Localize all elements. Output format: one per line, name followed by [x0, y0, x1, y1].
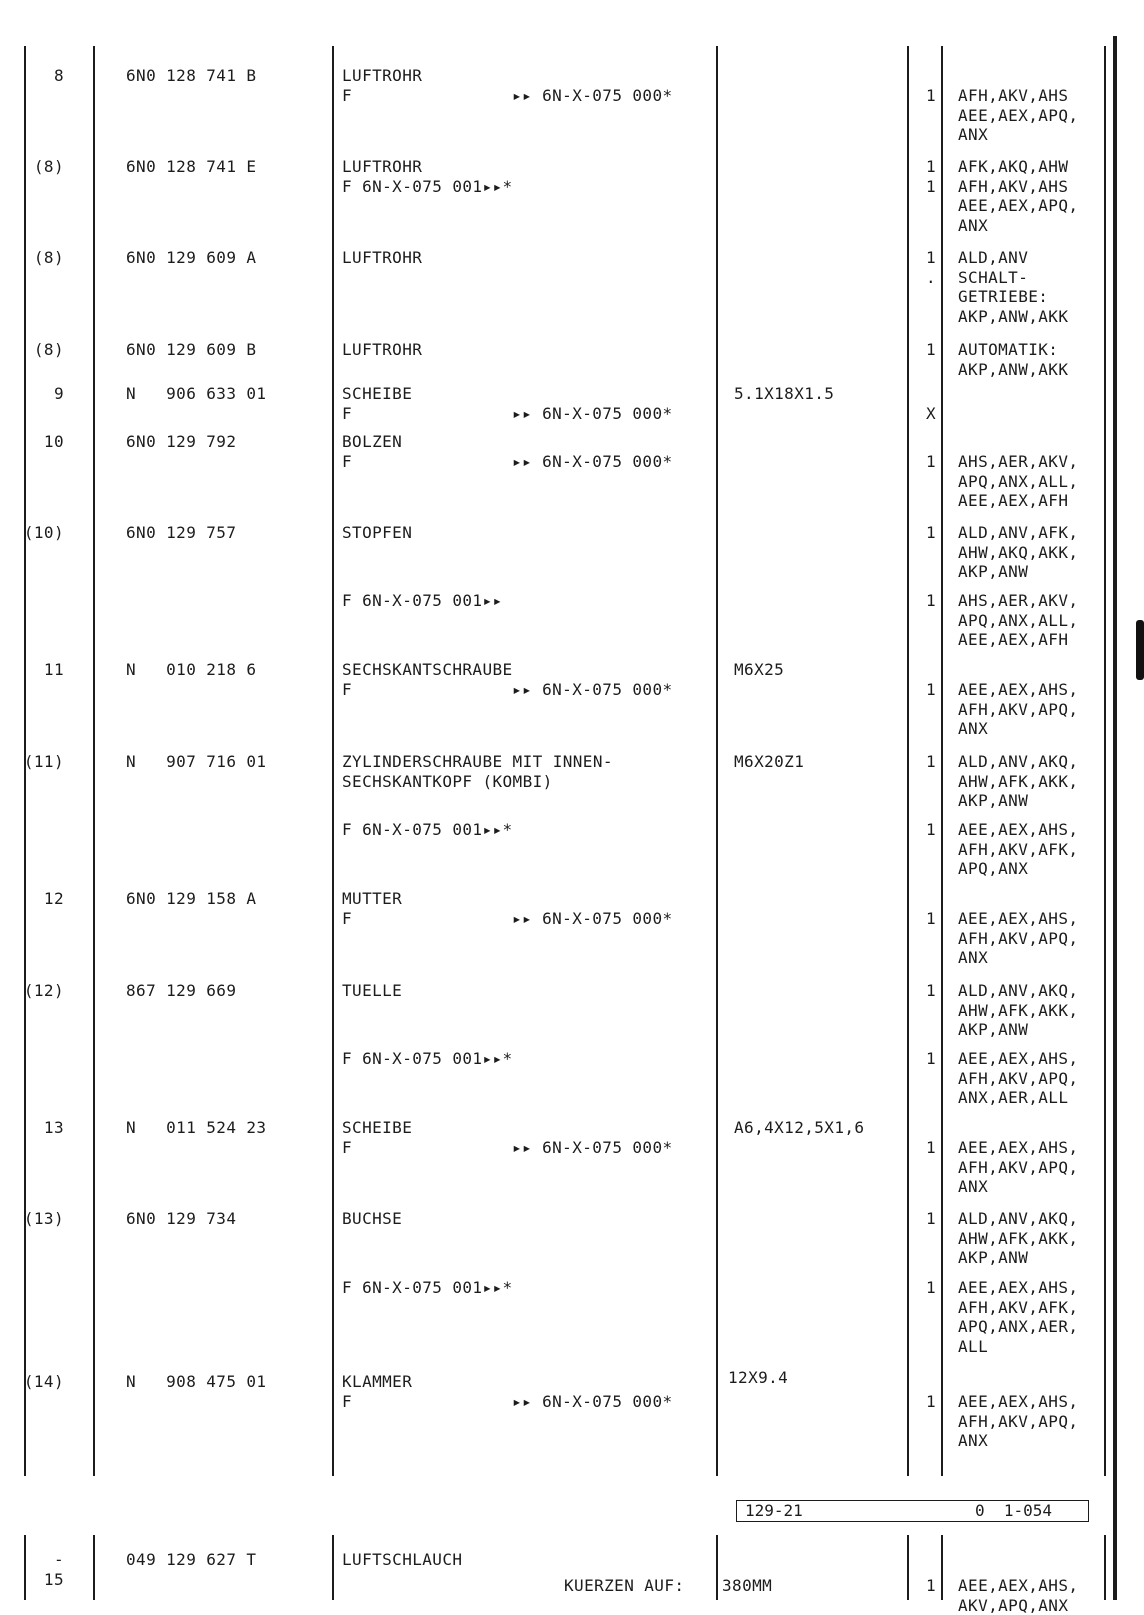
description: LUFTROHR: [342, 248, 423, 267]
pos-number: - 15: [43, 1550, 64, 1589]
description: LUFTSCHLAUCH: [342, 1550, 463, 1569]
fitting-code: F: [342, 86, 353, 105]
model-codes: AHS,AER,AKV, APQ,ANX,ALL, AEE,AEX,AFH: [958, 452, 1079, 510]
column-rule-dim: [907, 46, 909, 1476]
description: BUCHSE: [342, 1209, 403, 1228]
serial-range: ▸▸ 6N-X-075 000*: [512, 404, 673, 423]
description: ZYLINDERSCHRAUBE MIT INNEN- SECHSKANTKOPF (KOMBI): [342, 752, 613, 791]
description: LUFTROHR: [342, 157, 423, 176]
column-rule-qty: [941, 46, 943, 1476]
pos-number: (8): [33, 248, 64, 267]
model-codes: AEE,AEX,AHS, AFH,AKV,APQ, ANX: [958, 1392, 1079, 1450]
part-number: 6N0 129 609 B: [126, 340, 257, 359]
pos-number: (10): [23, 523, 64, 542]
quantity: 1: [925, 1138, 936, 1157]
pos-number: (8): [33, 340, 64, 359]
pos-number: 8: [53, 66, 64, 85]
section2-rule-pos: [93, 1535, 95, 1600]
serial-range: ▸▸ 6N-X-075 000*: [512, 1138, 673, 1157]
part-number: 6N0 129 792: [126, 432, 237, 451]
dimension: M6X20Z1: [734, 752, 805, 771]
pos-number: 10: [43, 432, 64, 451]
model-codes: ALD,ANV,AKQ, AHW,AFK,AKK, AKP,ANW: [958, 981, 1079, 1039]
description: SCHEIBE: [342, 1118, 413, 1137]
serial-range: ▸▸ 6N-X-075 000*: [512, 680, 673, 699]
model-codes: AEE,AEX,AHS, AFH,AKV,APQ, ANX: [958, 1138, 1079, 1196]
quantity: 1: [925, 340, 936, 359]
fitting-code: F: [342, 1392, 353, 1411]
part-number: N 908 475 01: [126, 1372, 267, 1391]
pos-number: (14): [23, 1372, 64, 1391]
dimension: M6X25: [734, 660, 785, 679]
quantity: 1: [925, 1278, 936, 1297]
pos-number: 12: [43, 889, 64, 908]
part-number: 6N0 128 741 B: [126, 66, 257, 85]
section2-rule-desc: [716, 1535, 718, 1600]
dimension: 380MM: [722, 1576, 773, 1595]
quantity: 1: [925, 981, 936, 1000]
quantity: 1: [925, 452, 936, 471]
part-number: 6N0 129 609 A: [126, 248, 257, 267]
part-number: N 906 633 01: [126, 384, 267, 403]
quantity: 1: [925, 86, 936, 105]
page-ref-right: 0 1-054: [975, 1501, 1053, 1520]
section2-rule-dim: [907, 1535, 909, 1600]
fitting-code: F: [342, 909, 353, 928]
fitting-code: F: [342, 452, 353, 471]
dimension: A6,4X12,5X1,6: [734, 1118, 865, 1137]
model-codes: AEE,AEX,AHS, AFH,AKV,APQ, ANX: [958, 680, 1079, 738]
quantity: X: [925, 404, 936, 423]
cut-length-label: KUERZEN AUF:: [564, 1576, 685, 1595]
quantity: 1: [925, 1209, 936, 1228]
pos-number: 13: [43, 1118, 64, 1137]
fitting-code: F 6N-X-075 001▸▸*: [342, 820, 513, 839]
pos-number: (11): [23, 752, 64, 771]
fitting-code: F: [342, 680, 353, 699]
part-number: N 011 524 23: [126, 1118, 267, 1137]
quantity: 1: [925, 752, 936, 771]
description: SCHEIBE: [342, 384, 413, 403]
model-codes: AHS,AER,AKV, APQ,ANX,ALL, AEE,AEX,AFH: [958, 591, 1079, 649]
description: SECHSKANTSCHRAUBE: [342, 660, 513, 679]
fitting-code: F 6N-X-075 001▸▸*: [342, 1049, 513, 1068]
quantity: 1: [925, 1576, 936, 1595]
serial-range: ▸▸ 6N-X-075 000*: [512, 452, 673, 471]
model-codes: AUTOMATIK: AKP,ANW,AKK: [958, 340, 1069, 379]
fitting-code: F 6N-X-075 001▸▸*: [342, 1278, 513, 1297]
column-rule-partno: [332, 46, 334, 1476]
model-codes: AEE,AEX,AHS, AFH,AKV,AFK, APQ,ANX,AER, ALL: [958, 1278, 1079, 1356]
part-number: N 010 218 6: [126, 660, 257, 679]
description: STOPFEN: [342, 523, 413, 542]
model-codes: AEE,AEX,AHS, AFH,AKV,AFK, APQ,ANX: [958, 820, 1079, 878]
quantity: 1: [925, 820, 936, 839]
pos-number: 9: [53, 384, 64, 403]
pos-number: (13): [23, 1209, 64, 1228]
quantity: 1 1: [925, 157, 936, 196]
section2-rule-right: [1104, 1535, 1106, 1600]
pos-number: (12): [23, 981, 64, 1000]
fitting-code: F: [342, 404, 353, 423]
dimension: 12X9.4: [728, 1368, 789, 1387]
model-codes: ALD,ANV,AFK, AHW,AKQ,AKK, AKP,ANW: [958, 523, 1079, 581]
page-reference: [736, 1500, 1089, 1522]
model-codes: AFK,AKQ,AHW AFH,AKV,AHS AEE,AEX,APQ, ANX: [958, 157, 1079, 235]
quantity: 1: [925, 1392, 936, 1411]
quantity: 1: [925, 523, 936, 542]
description: BOLZEN: [342, 432, 403, 451]
model-codes: AEE,AEX,AHS, AKV,APQ,ANX: [958, 1576, 1079, 1615]
quantity: 1: [925, 591, 936, 610]
section2-rule-partno: [332, 1535, 334, 1600]
description: KLAMMER: [342, 1372, 413, 1391]
column-rule-desc: [716, 46, 718, 1476]
serial-range: ▸▸ 6N-X-075 000*: [512, 86, 673, 105]
description: LUFTROHR: [342, 340, 423, 359]
serial-range: ▸▸ 6N-X-075 000*: [512, 1392, 673, 1411]
part-number: 6N0 129 734: [126, 1209, 237, 1228]
model-codes: ALD,ANV,AKQ, AHW,AFK,AKK, AKP,ANW: [958, 1209, 1079, 1267]
column-rule-pos: [93, 46, 95, 1476]
pos-number: 11: [43, 660, 64, 679]
fitting-code: F 6N-X-075 001▸▸*: [342, 177, 513, 196]
model-codes: ALD,ANV SCHALT- GETRIEBE: AKP,ANW,AKK: [958, 248, 1069, 326]
part-number: N 907 716 01: [126, 752, 267, 771]
description: MUTTER: [342, 889, 403, 908]
column-rule-right: [1104, 46, 1106, 1476]
part-number: 6N0 128 741 E: [126, 157, 257, 176]
scan-mark: [1136, 620, 1144, 680]
page-border-right: [1113, 36, 1117, 1600]
quantity: 1: [925, 1049, 936, 1068]
description: LUFTROHR: [342, 66, 423, 85]
model-codes: AFH,AKV,AHS AEE,AEX,APQ, ANX: [958, 86, 1079, 144]
fitting-code: F 6N-X-075 001▸▸: [342, 591, 503, 610]
pos-number: (8): [33, 157, 64, 176]
part-number: 049 129 627 T: [126, 1550, 257, 1569]
section2-rule-qty: [941, 1535, 943, 1600]
fitting-code: F: [342, 1138, 353, 1157]
quantity: 1: [925, 680, 936, 699]
model-codes: ALD,ANV,AKQ, AHW,AFK,AKK, AKP,ANW: [958, 752, 1079, 810]
dimension: 5.1X18X1.5: [734, 384, 835, 403]
part-number: 6N0 129 158 A: [126, 889, 257, 908]
quantity: 1 .: [925, 248, 936, 287]
model-codes: AEE,AEX,AHS, AFH,AKV,APQ, ANX: [958, 909, 1079, 967]
part-number: 867 129 669: [126, 981, 237, 1000]
description: TUELLE: [342, 981, 403, 1000]
serial-range: ▸▸ 6N-X-075 000*: [512, 909, 673, 928]
page-ref-left: 129-21: [745, 1501, 803, 1520]
part-number: 6N0 129 757: [126, 523, 237, 542]
model-codes: AEE,AEX,AHS, AFH,AKV,APQ, ANX,AER,ALL: [958, 1049, 1079, 1107]
quantity: 1: [925, 909, 936, 928]
